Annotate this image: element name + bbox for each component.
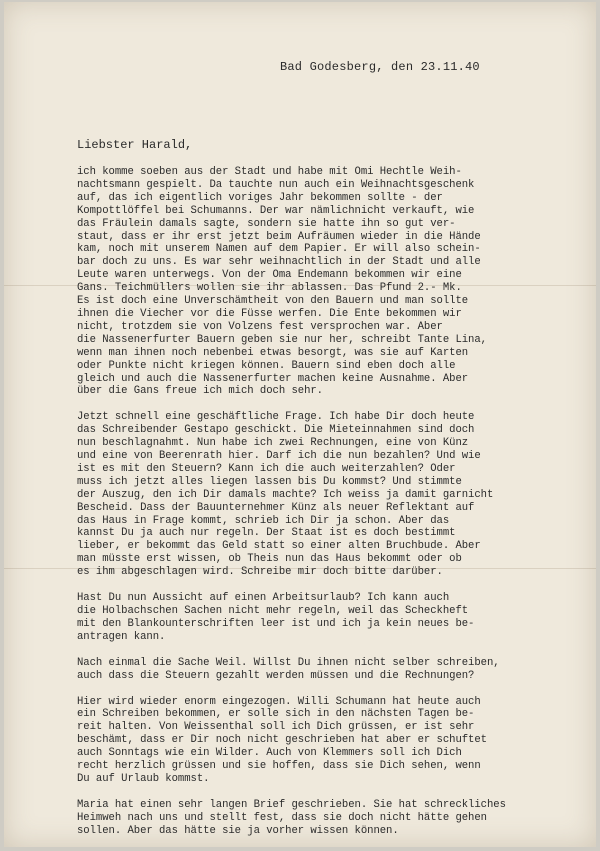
text-line: Heimweh nach uns und stellt fest, dass sie doch nicht hätte gehen bbox=[77, 811, 487, 824]
text-line: nicht, trotzdem sie von Volzens fest versprochen war. Aber bbox=[77, 320, 443, 333]
text-line: Bescheid. Dass der Bauunternehmer Künz als neuer Reflektant auf bbox=[77, 501, 475, 514]
letter-greeting: Liebster Harald, bbox=[77, 138, 193, 152]
text-line: kannst Du ja auch nur regeln. Der Staat ist es doch bestimmt bbox=[77, 527, 456, 540]
text-line: mit den Blankounterschriften leer ist und ich ja kein neues be- bbox=[77, 617, 475, 630]
text-line: oder Punkte nicht kriegen können. Bauern sind eben doch alle bbox=[77, 359, 456, 372]
text-line: Leute waren unterwegs. Von der Oma Endemann bekommen wir eine bbox=[77, 269, 462, 282]
text-line: Nach einmal die Sache Weil. Willst Du ihnen nicht selber schreiben, bbox=[77, 656, 500, 669]
text-line: ihnen die Viecher vor die Füsse werfen. Die Ente bekommen wir bbox=[77, 307, 462, 320]
text-line: wenn man ihnen noch nebenbei etwas besorgt, was sie auf Karten bbox=[77, 346, 469, 359]
letter-paragraph bbox=[77, 411, 547, 579]
letter-sheet bbox=[4, 2, 596, 847]
text-line: auch Sonntags wie ein Wilder. Auch von Klemmers soll ich Dich bbox=[77, 747, 462, 760]
text-line: über die Gans freue ich mich doch sehr. bbox=[77, 385, 323, 398]
text-line: muss ich jetzt alles liegen lassen bis Du kommst? Und stimmte bbox=[77, 475, 462, 488]
text-line: die Holbachschen Sachen nicht mehr regeln, weil das Scheckheft bbox=[77, 605, 469, 617]
text-line: Kompottlöffel bei Schumanns. Der war nämlichnicht verkauft, wie bbox=[77, 204, 475, 217]
letter-date: Bad Godesberg, den 23.11.40 bbox=[280, 60, 480, 74]
text-line: reit halten. Von Weissenthal soll ich Dich grüssen, er ist sehr bbox=[77, 721, 475, 734]
text-line: nachtsmann gespielt. Da tauchte nun auch ein Weihnachtsgeschenk bbox=[77, 178, 475, 191]
text-line: das Fräulein damals sagte, sondern sie hatte ihn so gut ver- bbox=[77, 217, 456, 230]
text-line: und eine von Beerenrath hier. Darf ich die nun bezahlen? Und wie bbox=[77, 450, 481, 463]
text-line: beschämt, dass er Dir noch nicht geschrieben hat aber er schuftet bbox=[77, 734, 487, 747]
text-line: sollen. Aber das hätte sie ja vorher wissen können. bbox=[77, 824, 399, 837]
text-line: ist es mit den Steuern? Kann ich die auch weiterzahlen? Oder bbox=[77, 462, 456, 475]
text-line: staut, dass er ihr erst jetzt beim Aufräumen wieder in die Hände bbox=[77, 230, 481, 243]
text-line: bar doch zu uns. Es war sehr weihnachtlich in der Stadt und alle bbox=[77, 256, 481, 269]
text-line: recht herzlich grüssen und sie hoffen, dass sie Dich sehen, wenn bbox=[77, 760, 481, 773]
text-line: auch dass die Steuern gezahlt werden müssen und die Rechnungen? bbox=[77, 669, 475, 682]
text-line: nun beschlagnahmt. Nun habe ich zwei Rechnungen, eine von Künz bbox=[77, 437, 469, 450]
text-line: lieber, er bekommt das Geld statt so einer alten Bruchbude. Aber bbox=[77, 540, 481, 553]
text-line: Maria hat einen sehr langen Brief geschrieben. Sie hat schreckliches bbox=[77, 798, 506, 811]
letter-paragraph bbox=[77, 657, 547, 683]
text-line: Jetzt schnell eine geschäftliche Frage. Ich habe Dir doch heute bbox=[77, 411, 475, 424]
letter-paragraph bbox=[77, 166, 547, 398]
text-line: das Schreibender Gestapo geschickt. Die Mieteinnahmen sind doch bbox=[77, 424, 475, 437]
text-line: kam, noch mit unserem Namen auf dem Papier. Er will also schein- bbox=[77, 243, 481, 256]
text-line: Hier wird wieder enorm eingezogen. Willi Schumann hat heute auch bbox=[77, 695, 481, 708]
text-line: Hast Du nun Aussicht auf einen Arbeitsurlaub? Ich kann auch bbox=[77, 592, 450, 605]
text-line: gleich und auch die Nassenerfurter machen keine Ausnahme. Aber bbox=[77, 372, 469, 385]
letter-paragraph bbox=[77, 799, 547, 838]
text-line: ein Schreiben bekommen, er solle sich in den nächsten Tagen be- bbox=[77, 708, 475, 721]
letter-paragraph bbox=[77, 696, 547, 786]
text-line: es ihm abgeschlagen wird. Schreibe mir doch bitte darüber. bbox=[77, 566, 443, 579]
text-line: das Haus in Frage kommt, schrieb ich Dir ja schon. Aber das bbox=[77, 514, 450, 527]
text-line: die Nassenerfurter Bauern geben sie nur her, schreibt Tante Lina, bbox=[77, 333, 487, 346]
text-line: der Auszug, den ich Dir damals machte? Ich weiss ja damit garnicht bbox=[77, 488, 494, 501]
text-line: Du auf Urlaub kommst. bbox=[77, 772, 210, 785]
text-line: auf, das ich eigentlich voriges Jahr bekommen sollte - der bbox=[77, 191, 443, 204]
letter-body bbox=[77, 166, 547, 847]
text-line: ich komme soeben aus der Stadt und habe mit Omi Hechtle Weih- bbox=[77, 166, 462, 178]
text-line: antragen kann. bbox=[77, 630, 166, 643]
letter-paragraph bbox=[77, 592, 547, 644]
text-line: Gans. Teichmüllers wollen sie ihr ablassen. Das Pfund 2.- Mk. bbox=[77, 282, 462, 295]
text-line: Es ist doch eine Unverschämtheit von den Bauern und man sollte bbox=[77, 295, 469, 308]
text-line: man müsste erst wissen, ob Theis nun das Haus bekommt oder ob bbox=[77, 553, 462, 566]
